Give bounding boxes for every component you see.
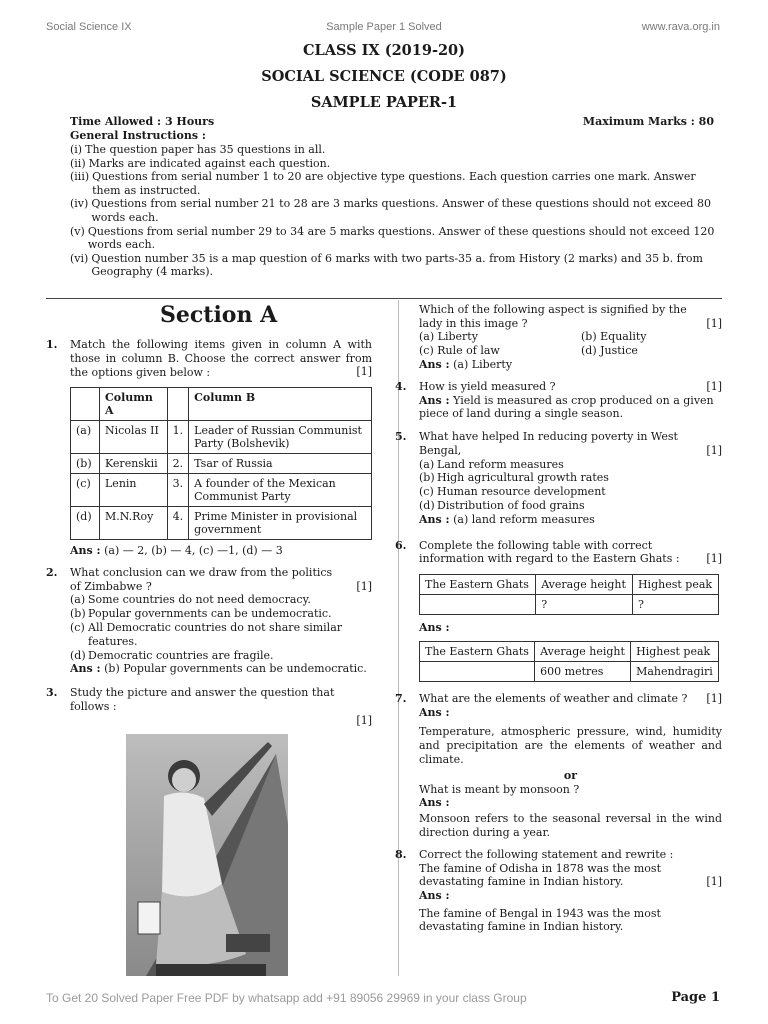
question-text: What are the elements of weather and climate ?: [419, 691, 688, 705]
answer: Monsoon refers to the seasonal reversal in the wind direction during a year.: [419, 812, 722, 839]
option: (c) Rule of law: [419, 344, 500, 358]
option: (d) Democratic countries are fragile.: [70, 648, 274, 662]
question-number: 6.: [395, 538, 407, 552]
question-number: 3.: [46, 686, 58, 700]
maximum-marks: Maximum Marks : 80: [582, 115, 714, 128]
answer: The famine of Bengal in 1943 was the most devastating famine in Indian history.: [419, 906, 661, 934]
table-header-blank: [167, 388, 189, 421]
row-number: 4.: [167, 507, 189, 540]
title-subject: SOCIAL SCIENCE (CODE 087): [261, 68, 507, 85]
question-mark: [1]: [706, 875, 722, 889]
table-row: [71, 474, 372, 507]
row-letter: (d): [71, 507, 100, 540]
answer-label: Ans :: [419, 888, 450, 902]
eastern-ghats-answer-table: [419, 641, 719, 682]
question-text: Correct the following statement and rewrite :: [419, 847, 674, 861]
match-table: [70, 387, 372, 540]
question-text: What conclusion can we draw from the politics of Zimbabwe ?: [70, 565, 333, 593]
option: (a) Liberty: [419, 330, 478, 344]
option: (c) All Democratic countries do not share similar features.: [70, 620, 343, 648]
instruction-item: (iii) Questions from serial number 1 to 20 are objective type questions. Each question carries one mark. Answer them as instructed.: [70, 170, 696, 197]
question-text: Complete the following table with correct information with regard to the Eastern Ghats :: [419, 538, 680, 566]
instruction-item: (v) Questions from serial number 29 to 34 are 5 marks questions. Answer of these questions should not exceed 120 words each.: [70, 224, 715, 252]
row-number: 3.: [167, 474, 189, 507]
right-column: [395, 303, 722, 934]
table-header: The Eastern Ghats: [420, 574, 536, 594]
option: (b) Popular governments can be undemocratic.: [70, 607, 332, 621]
option: (a) Some countries do not need democracy.: [70, 593, 311, 607]
question-4: [395, 380, 722, 421]
question-text: Study the picture and answer the question that follows :: [70, 686, 335, 713]
question-text: How is yield measured ?: [419, 379, 556, 393]
table-cell: Mahendragiri: [631, 661, 719, 681]
footer-promo: To Get 20 Solved Paper Free PDF by whatsapp add +91 89056 29969 in your class Group: [46, 991, 527, 1005]
table-cell: 600 metres: [535, 661, 631, 681]
question-mark: [1]: [706, 316, 722, 330]
question-8: [395, 848, 722, 935]
question-mark: [1]: [706, 552, 722, 566]
question-mark: [1]: [356, 365, 372, 379]
answer-label: Ans :: [419, 796, 450, 810]
left-column: [46, 338, 372, 728]
question-number: 1.: [46, 338, 58, 351]
header-center: Sample Paper 1 Solved: [326, 21, 442, 33]
table-header-col-b: Column B: [189, 388, 372, 421]
answer-label: Ans :: [419, 705, 450, 719]
table-cell: [420, 661, 535, 681]
question-3: [46, 686, 372, 727]
instruction-item: (iv) Questions from serial number 21 to 28 are 3 marks questions. Answer of these questions should not exceed 80 words each.: [70, 197, 711, 224]
table-header-blank: [71, 388, 100, 421]
row-name: Nicolas II: [100, 421, 168, 454]
header-right: www.rava.org.in: [641, 21, 720, 33]
table-cell: ?: [536, 594, 633, 614]
question-mark: [1]: [706, 691, 722, 705]
row-number: 2.: [167, 454, 189, 474]
option: (a) Land reform measures: [419, 457, 564, 471]
answer: Ans : Yield is measured as crop produced on a given piece of land during a single season.: [419, 393, 714, 421]
answer: Ans : (a) land reform measures: [419, 512, 595, 526]
answer: Ans : (a) — 2, (b) — 4, (c) —1, (d) — 3: [70, 544, 283, 558]
table-header: The Eastern Ghats: [420, 641, 535, 661]
row-number: 1.: [167, 421, 189, 454]
row-desc: Tsar of Russia: [189, 454, 372, 474]
header-divider: [46, 298, 722, 299]
option-row: [419, 330, 659, 344]
title-paper: SAMPLE PAPER-1: [310, 94, 458, 111]
question-text: Which of the following aspect is signified by the lady in this image ?: [419, 303, 687, 330]
row-name: Lenin: [100, 474, 168, 507]
general-instructions-label: General Instructions :: [70, 129, 206, 142]
page-number: Page 1: [671, 990, 720, 1005]
table-row: [71, 507, 372, 540]
option: (c) Human resource development: [419, 485, 606, 499]
row-letter: (b): [71, 454, 100, 474]
row-name: M.N.Roy: [100, 507, 168, 540]
row-desc: Prime Minister in provisional government: [189, 507, 372, 540]
question-number: 4.: [395, 379, 407, 393]
question-7: [395, 692, 722, 840]
table-header-col-a: Column A: [100, 388, 168, 421]
question-mark: [1]: [706, 443, 722, 457]
question-text: What have helped In reducing poverty in West Bengal,: [419, 430, 678, 457]
liberty-lady-picture: [126, 734, 288, 976]
picture-icon: [126, 734, 288, 976]
header-left: Social Science IX: [46, 21, 132, 33]
answer-label: Ans :: [419, 620, 450, 634]
question-line: [419, 692, 722, 706]
option: (d) Justice: [581, 344, 638, 358]
answer: Temperature, atmospheric pressure, wind, humidity and precipitation are the elements of weather and climate.: [419, 725, 722, 766]
question-line: [419, 380, 722, 394]
row-name: Kerenskii: [100, 454, 168, 474]
alternate-question: What is meant by monsoon ?: [419, 782, 580, 796]
instruction-item: (ii) Marks are indicated against each question.: [70, 156, 331, 170]
row-letter: (c): [71, 474, 100, 507]
table-row: [420, 594, 719, 614]
table-header: Average height: [535, 641, 631, 661]
question-mark: [1]: [356, 713, 372, 727]
instructions-list: [70, 143, 722, 279]
option: (d) Distribution of food grains: [419, 498, 585, 512]
table-cell: ?: [632, 594, 718, 614]
question-3-continued: [395, 303, 722, 372]
option: (b) High agricultural growth rates: [419, 471, 609, 485]
question-1: [46, 338, 372, 558]
table-header: Average height: [536, 574, 633, 594]
question-6: [395, 539, 722, 682]
question-text: Match the following items given in column A with those in column B. Choose the correct answer from the options given below :: [70, 338, 372, 379]
title-class: CLASS IX (2019-20): [302, 42, 465, 59]
eastern-ghats-table: [419, 574, 719, 615]
table-row: [420, 661, 719, 681]
table-cell: [420, 594, 536, 614]
section-title: Section A: [160, 302, 278, 328]
option-row: [419, 344, 659, 358]
table-row: [71, 421, 372, 454]
question-mark: [1]: [356, 579, 372, 593]
question-5: [395, 430, 722, 526]
question-number: 7.: [395, 691, 407, 705]
question-number: 8.: [395, 847, 407, 861]
row-letter: (a): [71, 421, 100, 454]
table-header: Highest peak: [632, 574, 718, 594]
answer: Ans : (a) Liberty: [419, 357, 513, 371]
table-row: [71, 454, 372, 474]
option: (b) Equality: [581, 330, 647, 344]
time-allowed: Time Allowed : 3 Hours: [70, 115, 215, 128]
instruction-item: (vi) Question number 35 is a map question of 6 marks with two parts-35 a. from History (2 marks) and 35 b. from Geography (4 marks).: [70, 251, 703, 279]
table-header: Highest peak: [631, 641, 719, 661]
instruction-item: (i) The question paper has 35 questions in all.: [70, 143, 326, 156]
row-desc: Leader of Russian Communist Party (Bolshevik): [189, 421, 372, 454]
answer: Ans : (b) Popular governments can be undemocratic.: [70, 662, 367, 676]
question-number: 2.: [46, 565, 58, 579]
or-separator: or: [563, 768, 578, 782]
question-number: 5.: [395, 430, 407, 444]
statement: The famine of Odisha in 1878 was the most devastating famine in Indian history.: [419, 861, 661, 889]
row-desc: A founder of the Mexican Communist Party: [189, 474, 372, 507]
question-2: [46, 566, 372, 676]
question-mark: [1]: [706, 379, 722, 393]
